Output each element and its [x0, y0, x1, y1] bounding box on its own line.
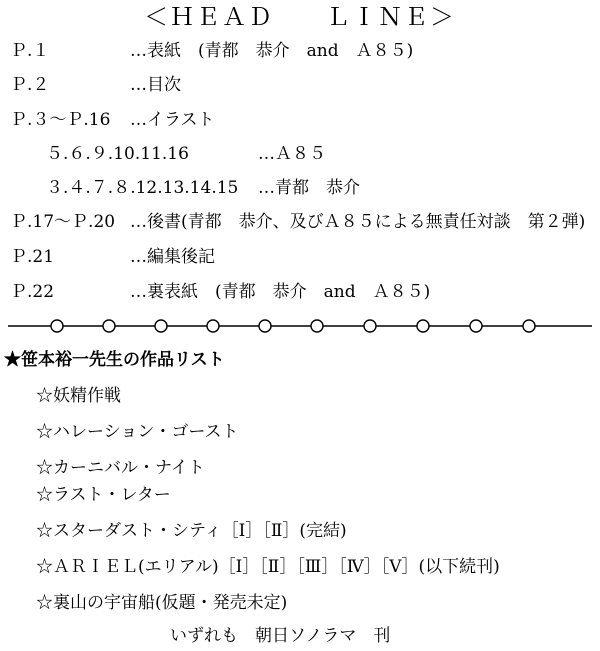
- toc-entry: …後書(青都 恭介、及びＡ８５による無責任対談 第２弾): [130, 212, 586, 232]
- publisher-note: いずれも 朝日ソノラマ 刊: [170, 626, 391, 646]
- divider-circle-icon: [311, 320, 323, 332]
- work-item: ☆ＡＲＩＥＬ(エリアル)［Ⅰ］［Ⅱ］［Ⅲ］［Ⅳ］［Ⅴ］(以下続刊): [36, 557, 500, 577]
- toc-entry: …編集後記: [130, 247, 215, 267]
- toc-page: Ｐ.21: [10, 247, 55, 267]
- divider-circle-icon: [523, 320, 535, 332]
- toc-page: Ｐ.２: [10, 75, 50, 95]
- toc-entry: …イラスト: [130, 110, 215, 130]
- divider-circle-icon: [51, 320, 63, 332]
- toc-entry: …表紙 (青都 恭介 and Ａ８５): [130, 41, 414, 61]
- divider-circle-icon: [470, 320, 482, 332]
- work-item: ☆裏山の宇宙船(仮題・発売未定): [36, 593, 288, 613]
- work-item: ☆スターダスト・シティ［Ⅰ］［Ⅱ］(完結): [36, 521, 347, 541]
- illust-pages: ３.４.７.８.12.13.14.15: [46, 178, 239, 198]
- toc-entry: …裏表紙 (青都 恭介 and Ａ８５): [130, 282, 431, 302]
- illust-artist: …Ａ８５: [258, 144, 326, 164]
- toc-page: Ｐ.22: [10, 282, 55, 302]
- divider-circle-icon: [207, 320, 219, 332]
- toc-page: Ｐ.１: [10, 41, 50, 61]
- page-title: ＜ＨＥＡＤ ＬＩＮＥ＞: [144, 3, 456, 31]
- work-item: ☆ハレーション・ゴースト: [36, 422, 239, 442]
- toc-page: Ｐ.３～Ｐ.16: [10, 110, 111, 130]
- work-item: ☆ラスト・レター: [36, 485, 171, 505]
- works-heading: ★笹本裕一先生の作品リスト: [4, 350, 225, 370]
- divider-circle-icon: [417, 320, 429, 332]
- illust-artist: …青都 恭介: [258, 178, 360, 198]
- toc-entry: …目次: [130, 75, 181, 95]
- divider-circle-icon: [364, 320, 376, 332]
- work-item: ☆妖精作戦: [36, 386, 121, 406]
- toc-page: Ｐ.17～Ｐ.20: [10, 212, 116, 232]
- work-item: ☆カーニバル・ナイト: [36, 458, 205, 478]
- divider-circle-icon: [259, 320, 271, 332]
- divider-line: [8, 316, 592, 336]
- divider-circle-icon: [155, 320, 167, 332]
- illust-pages: ５.６.９.10.11.16: [46, 144, 189, 164]
- divider-circle-icon: [103, 320, 115, 332]
